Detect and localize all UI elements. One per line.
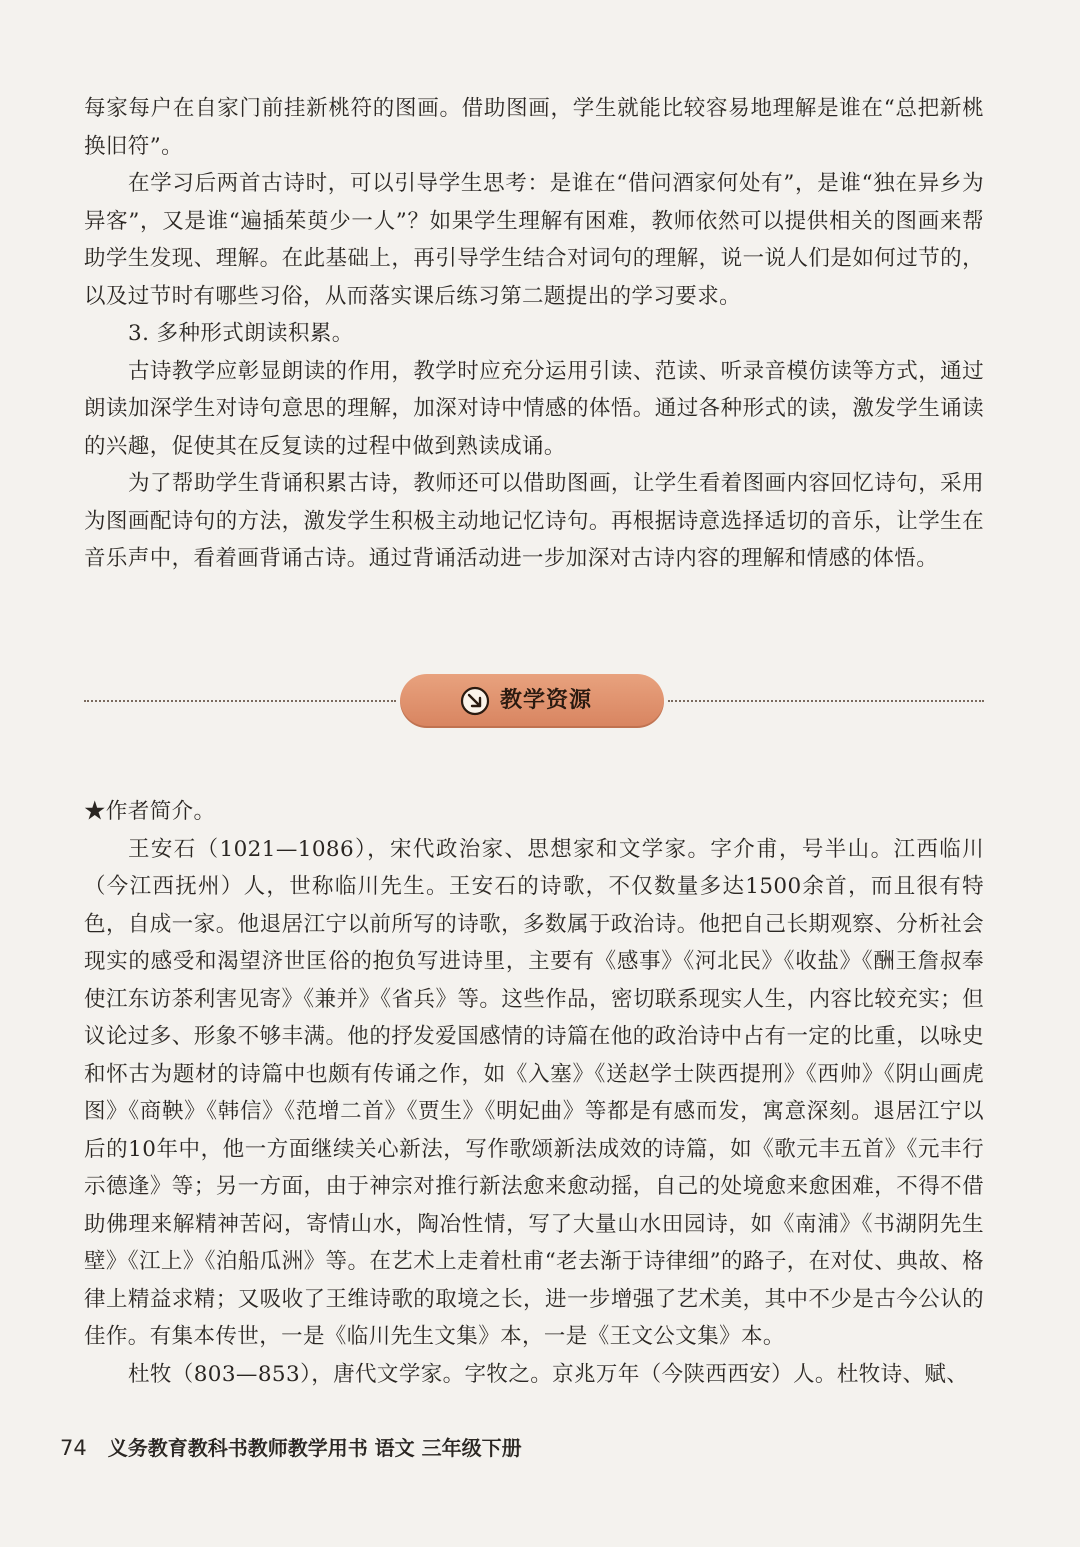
resources-section: [84, 793, 984, 1393]
paragraph: 在学习后两首古诗时，可以引导学生思考：是谁在“借问酒家何处有”，是谁“独在异乡为异客”，又是谁“遍插茱萸少一人”？如果学生理解有困难，教师依然可以提供相关的图画来帮助学生发现、理解。在此基础上，再引导学生结合对词句的理解，说一说人们是如何过节的，以及过节时有哪些习俗，从而落实课后练习第二题提出的学习要求。: [84, 171, 984, 309]
dotted-divider-right: [668, 700, 984, 702]
page-footer: [60, 1430, 522, 1466]
section-title-pill: [400, 674, 664, 728]
author-intro-heading: ★作者简介。: [84, 799, 216, 824]
paragraph: 古诗教学应彰显朗读的作用，教学时应充分运用引读、范读、听录音模仿读等方式，通过朗读加深学生对诗句意思的理解，加深对诗中情感的体悟。通过各种形式的读，激发学生诵读的兴趣，促使其在反复读的过程中做到熟读成诵。: [84, 358, 984, 459]
section-banner: [84, 672, 984, 734]
paragraph: 每家每户在自家门前挂新桃符的图画。借助图画，学生就能比较容易地理解是谁在“总把新桃换旧符”。: [84, 96, 984, 159]
page-number: 74: [60, 1436, 87, 1460]
top-section: [84, 90, 984, 578]
paragraph: 杜牧（803—853），唐代文学家。字牧之。京兆万年（今陕西西安）人。杜牧诗、赋、: [128, 1361, 969, 1387]
paragraph: 为了帮助学生背诵积累古诗，教师还可以借助图画，让学生看着图画内容回忆诗句，采用为图画配诗句的方法，激发学生积极主动地记忆诗句。再根据诗意选择适切的音乐，让学生在音乐声中，看着画背诵古诗。通过背诵活动进一步加深对古诗内容的理解和情感的体悟。: [84, 471, 984, 571]
numbered-heading: 3. 多种形式朗读积累。: [128, 321, 354, 346]
arrow-circle-icon: [460, 686, 490, 716]
dotted-divider-left: [84, 700, 396, 702]
book-title: 义务教育教科书教师教学用书 语文 三年级下册: [107, 1436, 522, 1460]
section-title: 教学资源: [500, 688, 593, 713]
paragraph: 王安石（1021—1086），宋代政治家、思想家和文学家。字介甫，号半山。江西临川（今江西抚州）人，世称临川先生。王安石的诗歌，不仅数量多达1500余首，而且很有特色，自成一家。他退居江宁以前所写的诗歌，多数属于政治诗。他把自己长期观察、分析社会现实的感受和渴望济世匡俗的抱负写进诗里，主要有《感事》《河北民》《收盐》《酬王詹叔奉使江东访茶利害见寄》《兼并》《省兵》等。这些作品，密切联系现实人生，内容比较充实；但议论过多、形象不够丰满。他的抒发爱国感情的诗篇在他的政治诗中占有一定的比重，以咏史和怀古为题材的诗篇中也颇有传诵之作，如《入塞》《送赵学士陕西提刑》《西帅》《阴山画虎图》《商鞅》《韩信》《范增二首》《贾生》《明妃曲》等都是有感而发，寓意深刻。退居江宁以后的10年中，他一方面继续关心新法，写作歌颂新法成效的诗篇，如《歌元丰五首》《元丰行示德逢》等；另一方面，由于神宗对推行新法愈来愈动摇，自己的处境愈来愈困难，不得不借助佛理来解精神苦闷，寄情山水，陶冶性情，写了大量山水田园诗，如《南浦》《书湖阴先生壁》《江上》《泊船瓜洲》等。在艺术上走着杜甫“老去渐于诗律细”的路子，在对仗、典故、格律上精益求精；又吸收了王维诗歌的取境之长，进一步增强了艺术美，其中不少是古今公认的佳作。有集本传世，一是《临川先生文集》本，一是《王文公文集》本。: [84, 836, 984, 1349]
